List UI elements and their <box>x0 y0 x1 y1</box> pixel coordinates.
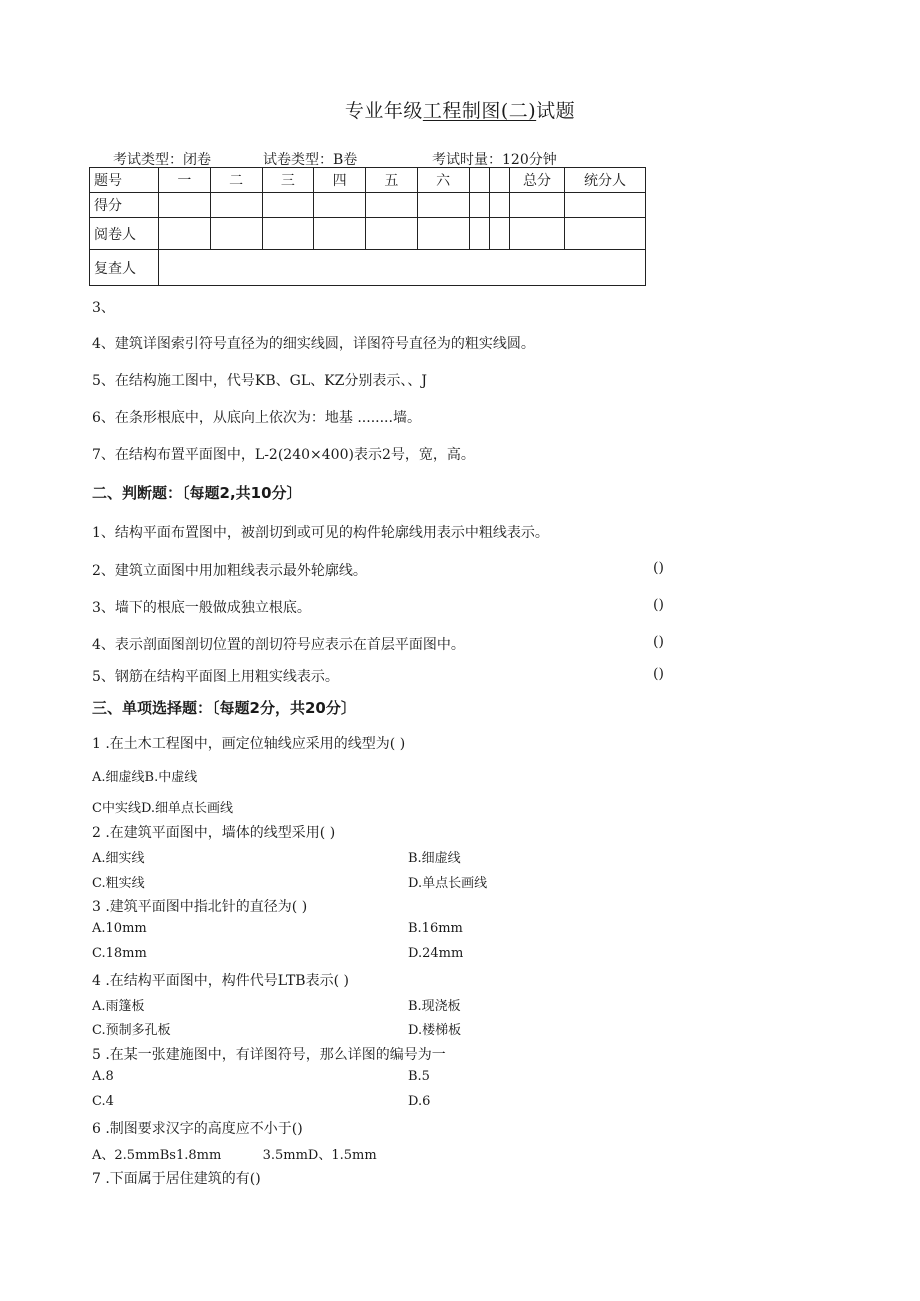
choice-question-6: 6 .制图要求汉字的高度应不小于() <box>92 1121 303 1137</box>
header-cell-3: 三 <box>262 168 314 193</box>
score-cell[interactable] <box>565 193 646 218</box>
choice-4-option-b: B.现浇板 <box>408 999 461 1014</box>
choice-5-option-a: A.8 <box>92 1069 114 1084</box>
grader-cell[interactable] <box>565 218 646 250</box>
choice-4-option-c: C.预制多孔板 <box>92 1023 171 1038</box>
title-subject: 工程制图(二) <box>422 100 537 122</box>
answer-parenthesis[interactable]: () <box>653 666 664 682</box>
choice-4-option-d: D.楼梯板 <box>408 1023 462 1038</box>
choice-2-option-c: C.粗实线 <box>92 876 145 891</box>
header-cell-8 <box>489 168 509 193</box>
grader-cell[interactable] <box>262 218 314 250</box>
header-cell-1: 一 <box>159 168 211 193</box>
grader-cell[interactable] <box>366 218 418 250</box>
score-table <box>89 167 646 286</box>
choice-question-4: 4 .在结构平面图中，构件代号LTB表示( ) <box>92 973 349 989</box>
score-row-label: 得分 <box>90 193 159 218</box>
fill-question-4: 4、建筑详图索引符号直径为的细实线圆，详图符号直径为的粗实线圆。 <box>92 336 535 352</box>
choice-5-option-b: B.5 <box>408 1069 430 1084</box>
choice-5-option-c: C.4 <box>92 1094 114 1109</box>
choice-2-option-b: B.细虚线 <box>408 851 461 866</box>
answer-parenthesis[interactable]: () <box>653 597 664 613</box>
choice-3-option-c: C.18mm <box>92 946 147 961</box>
header-cell-tallier: 统分人 <box>565 168 646 193</box>
answer-parenthesis[interactable]: () <box>653 634 664 650</box>
grader-cell[interactable] <box>469 218 489 250</box>
section-3-heading: 三、单项选择题：〔每题2分，共20分〕 <box>92 699 356 717</box>
fill-question-6: 6、在条形根底中，从底向上依次为：地基 ........墙。 <box>92 410 421 426</box>
exam-type: 考试类型：闭卷 <box>113 152 211 168</box>
choice-5-option-d: D.6 <box>408 1094 431 1109</box>
checker-cell[interactable] <box>159 250 646 286</box>
judge-question-2: 2、建筑立面图中用加粗线表示最外轮廓线。 <box>92 563 367 579</box>
grader-cell[interactable] <box>510 218 565 250</box>
grader-row <box>90 218 646 250</box>
choice-2-option-d: D.单点长画线 <box>408 876 488 891</box>
grader-cell[interactable] <box>417 218 469 250</box>
choice-1-options-cd: C中实线D.细单点长画线 <box>92 801 234 816</box>
choice-question-1: 1 .在土木工程图中，画定位轴线应采用的线型为( ) <box>92 736 406 752</box>
title-prefix: 专业年级 <box>344 100 423 122</box>
score-table-header-row <box>90 168 646 193</box>
grader-cell[interactable] <box>210 218 262 250</box>
choice-4-option-a: A.雨篷板 <box>92 999 145 1014</box>
score-cell[interactable] <box>469 193 489 218</box>
choice-2-option-a: A.细实线 <box>92 851 145 866</box>
grader-cell[interactable] <box>489 218 509 250</box>
score-row <box>90 193 646 218</box>
choice-6-options: A、2.5mmBs1.8mm 3.5mmD、1.5mm <box>92 1148 377 1163</box>
judge-question-5: 5、钢筋在结构平面图上用粗实线表示。 <box>92 669 339 685</box>
score-cell[interactable] <box>314 193 366 218</box>
checker-row-label: 复查人 <box>90 250 159 286</box>
section-2-heading: 二、判断题：〔每题2,共10分〕 <box>92 484 302 502</box>
choice-3-option-b: B.16mm <box>408 921 463 936</box>
answer-parenthesis[interactable]: () <box>653 560 664 576</box>
choice-1-options-ab: A.细虚线B.中虚线 <box>92 770 198 785</box>
grader-row-label: 阅卷人 <box>90 218 159 250</box>
judge-question-3: 3、墙下的根底一般做成独立根底。 <box>92 600 311 616</box>
score-cell[interactable] <box>489 193 509 218</box>
judge-question-1: 1、结构平面布置图中，被剖切到或可见的构件轮廓线用表示中粗线表示。 <box>92 525 549 541</box>
header-cell-label: 题号 <box>90 168 159 193</box>
header-cell-4: 四 <box>314 168 366 193</box>
header-cell-total: 总分 <box>510 168 565 193</box>
header-cell-6: 六 <box>417 168 469 193</box>
score-cell[interactable] <box>366 193 418 218</box>
choice-3-option-a: A.10mm <box>92 921 147 936</box>
exam-duration: 考试时量：120分钟 <box>432 152 557 168</box>
score-cell[interactable] <box>510 193 565 218</box>
grader-cell[interactable] <box>159 218 211 250</box>
score-cell[interactable] <box>262 193 314 218</box>
score-cell[interactable] <box>210 193 262 218</box>
grader-cell[interactable] <box>314 218 366 250</box>
choice-question-7: 7 .下面属于居住建筑的有() <box>92 1171 261 1187</box>
page-title <box>0 96 920 123</box>
header-cell-7 <box>469 168 489 193</box>
score-cell[interactable] <box>417 193 469 218</box>
checker-row <box>90 250 646 286</box>
choice-question-5: 5 .在某一张建施图中，有详图符号，那么详图的编号为一 <box>92 1047 446 1063</box>
choice-question-2: 2 .在建筑平面图中，墙体的线型采用( ) <box>92 825 336 841</box>
header-cell-2: 二 <box>210 168 262 193</box>
title-suffix: 试题 <box>536 100 576 122</box>
choice-3-option-d: D.24mm <box>408 946 464 961</box>
choice-question-3: 3 .建筑平面图中指北针的直径为( ) <box>92 899 308 915</box>
fill-question-5: 5、在结构施工图中，代号KB、GL、KZ分别表示、、J <box>92 373 427 389</box>
score-cell[interactable] <box>159 193 211 218</box>
paper-type: 试卷类型：B卷 <box>263 152 358 168</box>
header-cell-5: 五 <box>366 168 418 193</box>
fill-question-3: 3、 <box>92 300 115 316</box>
judge-question-4: 4、表示剖面图剖切位置的剖切符号应表示在首层平面图中。 <box>92 637 465 653</box>
fill-question-7: 7、在结构布置平面图中，L-2(240×400)表示2号，宽，高。 <box>92 447 475 463</box>
